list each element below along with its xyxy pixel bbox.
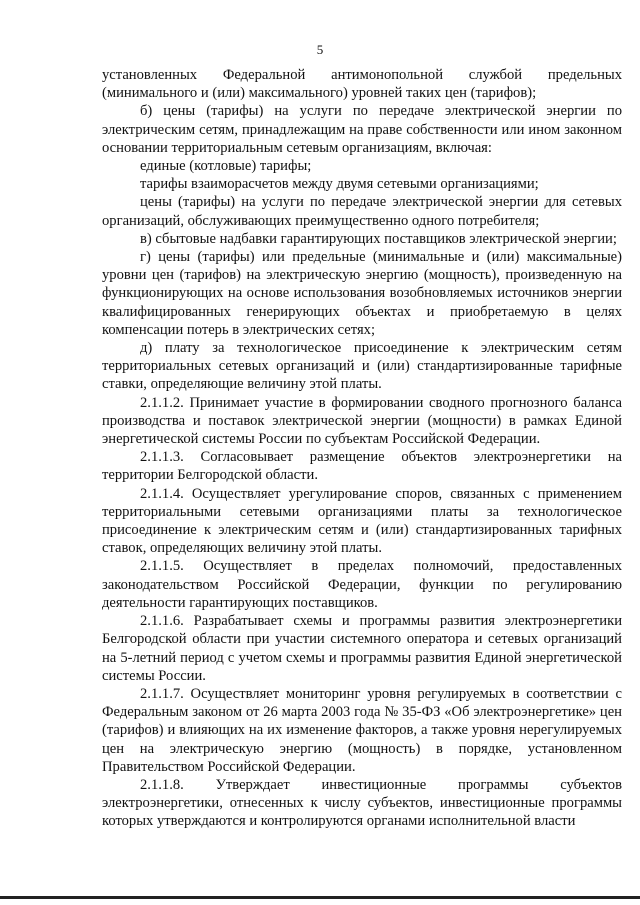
paragraph: б) цены (тарифы) на услуги по передаче электрической энергии по электрическим сетям, принадлежащим на праве собственности или ином законном основании территориальным сетевым организациям, включая: xyxy=(102,103,622,156)
paragraph: в) сбытовые надбавки гарантирующих поставщиков электрической энергии; xyxy=(140,230,617,247)
paragraph: 2.1.1.3. Согласовывает размещение объектов электроэнергетики на территории Белгородской области. xyxy=(102,449,622,484)
paragraph: 2.1.1.2. Принимает участие в формировании сводного прогнозного баланса производства и поставок электрической энергии (мощности) в рамках Единой энергетической системы России по субъектам Российской Федерации. xyxy=(102,394,622,448)
scan-bottom-edge xyxy=(0,896,640,899)
paragraph: г) цены (тарифы) или предельные (минимальные и (или) максимальные) уровни цен (тарифов) на электрическую энергию (мощность), произведенную на функционирующих на основе использования возобновляемых источников энергии квалифицированных генерирующих объектах и приобретаемую в целях компенсации потерь в электрических сетях; xyxy=(102,249,622,338)
paragraph: установленных Федеральной антимонопольной службой предельных (минимального и (или) максимального) уровней таких цен (тарифов); xyxy=(102,67,622,102)
paragraph: тарифы взаиморасчетов между двумя сетевыми организациями; xyxy=(140,176,539,193)
paragraph: 2.1.1.5. Осуществляет в пределах полномочий, предоставленных законодательством Российской Федерации, функции по регулированию деятельности гарантирующих поставщиков. xyxy=(102,558,622,611)
paragraph: 2.1.1.7. Осуществляет мониторинг уровня регулируемых в соответствии с Федеральным законом от 26 марта 2003 года № 35-ФЗ «Об электроэнергетике» цен (тарифов) и влияющих на их изменение факторов, а также уровня нерегулируемых цен на электрическую энергию (мощность) в порядке, установленном Правительством Российской Федерации. xyxy=(102,685,622,775)
paragraph: д) плату за технологическое присоединение к электрическим сетям территориальных сетевых организаций и (или) стандартизированные тарифные ставки, определяющие величину этой платы. xyxy=(102,340,622,393)
paragraph: единые (котловые) тарифы; xyxy=(140,158,312,175)
document-body xyxy=(102,66,622,831)
paragraph: 2.1.1.6. Разрабатывает схемы и программы развития электроэнергетики Белгородской области при участии системного оператора и сетевых организаций на 5-летний период с учетом схемы и программы развития Единой энергетической системы России. xyxy=(102,613,622,684)
paragraph: цены (тарифы) на услуги по передаче электрической энергии для сетевых организаций, обслуживающих преимущественно одного потребителя; xyxy=(102,194,622,229)
page-number: 5 xyxy=(316,42,324,57)
paragraph: 2.1.1.4. Осуществляет урегулирование споров, связанных с применением территориальными сетевыми организациями платы за технологическое присоединение к электрическим сетям и (или) стандартизированных тарифных ставок, определяющих величину этой платы. xyxy=(102,485,622,557)
paragraph: 2.1.1.8. Утверждает инвестиционные программы субъектов электроэнергетики, отнесенных к числу субъектов, инвестиционные программы которых утверждаются и контролируются органами исполнительной власти xyxy=(102,776,622,830)
